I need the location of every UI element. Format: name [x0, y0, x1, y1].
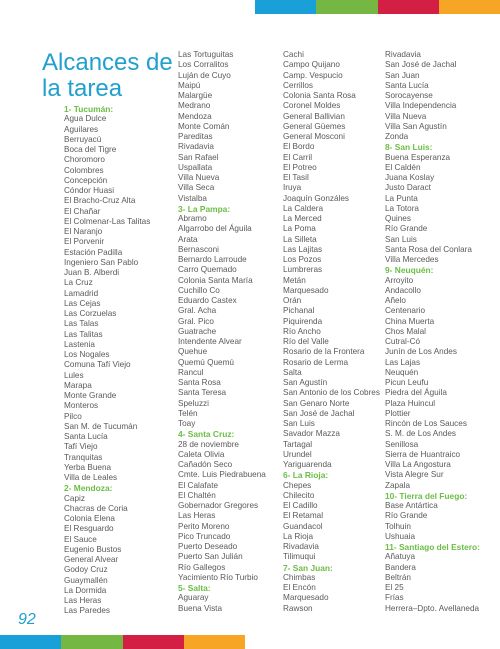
list-item: Cutral-Có [385, 337, 421, 346]
list-item: El Colmenar-Las Talitas [64, 216, 151, 226]
list-item: Pichanal [283, 306, 315, 316]
list-item: Cañadón Seco [178, 460, 233, 469]
list-item: Quehue [178, 347, 208, 357]
list-item: Yacimiento Río Turbio [178, 572, 258, 582]
list-item: Gobernador Gregores [178, 501, 259, 510]
list-item: El Chañar [64, 206, 101, 216]
list-item: Neuquén [385, 367, 419, 377]
list-item: Rivadavia [385, 50, 421, 59]
list-item: Picun Leufu [385, 378, 429, 387]
list-item: Quemú Quemú [178, 357, 234, 367]
bottom-bar-green [61, 635, 122, 649]
list-item: Base Antártica [385, 501, 438, 510]
list-item: Tolhuin [385, 521, 411, 531]
section-heading: 11- Santiago del Estero: [385, 542, 480, 552]
list-item: General Alvear [64, 555, 119, 564]
bottom-bar-blue [0, 635, 61, 649]
list-item: Justo Daract [385, 183, 431, 193]
list-item: Junín de Los Andes [385, 347, 457, 357]
list-item: Chilecito [283, 490, 315, 500]
list-item: Plottier [385, 408, 411, 418]
list-item: Río Grande [385, 511, 428, 521]
list-item: Río Gallegos [178, 562, 226, 572]
list-item: Rincón de Los Sauces [385, 419, 467, 428]
list-item: La Dormida [64, 585, 107, 595]
list-item: San José de Jachal [283, 408, 355, 418]
list-item: El Carril [283, 152, 313, 162]
list-item: Santa Rosa [178, 378, 221, 387]
list-item: Colonia Santa María [178, 275, 253, 285]
bottom-bar-orange [184, 635, 245, 649]
list-item: San Agustín [283, 378, 328, 387]
top-bar-blue [255, 0, 316, 14]
list-item: Los Nogales [64, 350, 110, 359]
list-item: La Totora [385, 203, 419, 213]
list-item: Santa Teresa [178, 388, 227, 398]
column-2 [178, 50, 266, 614]
list-item: Chimbas [283, 572, 316, 582]
section-heading: 2- Mendoza: [64, 483, 113, 494]
list-item: Speluzzi [178, 398, 209, 408]
list-item: General Güemes [283, 121, 346, 131]
list-item: Caleta Olivia [178, 449, 225, 459]
list-item: Pilco [64, 411, 82, 421]
list-item: Vistalba [178, 193, 207, 203]
list-item: Villa La Angostura [385, 460, 451, 469]
list-item: Estación Padilla [64, 247, 123, 257]
list-item: Maipú [178, 80, 201, 90]
bottom-color-bar [0, 635, 245, 649]
list-item: Yariguarenda [283, 460, 332, 469]
list-item: Santa Lucía [64, 432, 108, 441]
list-item: Guatrache [178, 326, 217, 336]
list-item: La Merced [283, 214, 322, 223]
column-3 [283, 50, 380, 614]
list-item: Andacollo [385, 285, 421, 295]
list-item: Villa Nueva [385, 111, 427, 121]
top-bar-orange [439, 0, 500, 14]
list-item: La Silleta [283, 234, 317, 244]
list-item: Berruyacú [64, 134, 102, 144]
list-item: General Mosconi [283, 132, 345, 141]
list-item: El Caldén [385, 162, 421, 172]
list-item: Colonia Santa Rosa [283, 91, 356, 100]
list-item: Piedra del Águila [385, 388, 447, 398]
section-heading: 7- San Juan: [283, 562, 333, 573]
list-item: Orán [283, 296, 302, 305]
list-item: Buena Esperanza [385, 152, 451, 162]
list-item: Piquirenda [283, 316, 323, 326]
list-item: Tartagal [283, 439, 313, 449]
list-item: La Caldera [283, 203, 324, 213]
list-item: Telén [178, 408, 198, 418]
list-item: Malargüe [178, 91, 213, 100]
list-item: Yerba Buena [64, 462, 112, 472]
top-color-bar [255, 0, 500, 14]
list-item: Concepción [64, 175, 108, 185]
list-item: Luján de Cuyo [178, 70, 231, 80]
list-item: Rosario de Lerma [283, 357, 349, 367]
list-item: Añelo [385, 296, 406, 305]
list-item: Vista Alegre Sur [385, 470, 444, 480]
list-item: El Resguardo [64, 524, 114, 534]
bottom-bar-red [123, 635, 184, 649]
list-item: Los Pozos [283, 255, 322, 264]
list-item: Colombres [64, 165, 104, 175]
list-item: Río del Valle [283, 337, 329, 346]
list-item: El Retamal [283, 511, 324, 521]
list-item: Guandacol [283, 521, 323, 531]
list-item: Santa Rosa del Conlara [385, 244, 472, 254]
list-item: Eugenio Bustos [64, 544, 122, 554]
section-heading: 9- Neuquén: [385, 265, 434, 276]
list-item: La Poma [283, 224, 316, 234]
list-item: Cuchillo Co [178, 285, 220, 295]
list-item: Bandera [385, 562, 416, 572]
list-item: Uspallata [178, 162, 213, 172]
list-item: Intendente Alvear [178, 337, 242, 346]
list-item: Buena Vista [178, 603, 223, 613]
list-item: San Luis [283, 419, 315, 428]
list-item: Savador Mazza [283, 429, 340, 439]
list-item: La Punta [385, 193, 418, 203]
section-heading: 8- San Luis: [385, 142, 433, 153]
list-item: El Bracho-Cruz Alta [64, 196, 136, 206]
list-item: Zapala [385, 480, 411, 490]
list-item: Monte Comán [178, 121, 230, 131]
list-item: Rawson [283, 603, 313, 613]
list-item: Lastenia [64, 339, 95, 349]
list-item: Villa San Agustín [385, 121, 447, 131]
section-heading: 10- Tierra del Fuego: [385, 490, 468, 501]
list-item: Rancul [178, 367, 204, 377]
list-item: Zonda [385, 132, 409, 141]
list-item: Río Grande [385, 224, 428, 234]
list-item: San José de Jachal [385, 60, 457, 70]
list-item: Camp. Vespucio [283, 70, 343, 80]
list-item: Ushuaia [385, 531, 416, 541]
list-item: Choromoro [64, 155, 105, 165]
section-heading: 1- Tucumán: [64, 104, 114, 114]
list-item: Medrano [178, 101, 211, 111]
list-item: Joaquín Gonzáles [283, 193, 349, 203]
list-item: Añatuya [385, 552, 416, 562]
list-item: Pareditas [178, 132, 213, 141]
list-item: El Potreo [283, 162, 317, 172]
list-item: Las Heras [64, 596, 102, 605]
list-item: Juan B. Alberdi [64, 268, 120, 277]
list-item: Juana Koslay [385, 173, 435, 182]
list-item: Perito Moreno [178, 521, 230, 531]
list-item: La Cruz [64, 278, 93, 288]
list-item: San Genaro Norte [283, 398, 350, 408]
list-item: Las Talas [64, 319, 99, 329]
list-item: Abramo [178, 214, 207, 223]
list-item: Campo Quijano [283, 60, 340, 70]
list-item: Chos Malal [385, 326, 426, 336]
list-item: San Rafael [178, 152, 219, 162]
list-item: La Rioja [283, 531, 314, 541]
list-item: Boca del Tigre [64, 145, 117, 154]
list-item: S. M. de Los Andes [385, 429, 457, 439]
list-item: Las Lajas [385, 357, 421, 367]
list-item: Beltrán [385, 572, 411, 582]
list-item: Lamadrid [64, 288, 99, 298]
list-item: Chacras de Coria [64, 503, 128, 513]
top-bar-red [378, 0, 439, 14]
list-item: Bernasconi [178, 244, 219, 254]
list-item: Metán [283, 275, 306, 285]
top-bar-green [316, 0, 377, 14]
list-item: Arata [178, 234, 198, 244]
section-heading: 5- Salta: [178, 583, 211, 593]
list-item: Las Tortuguitas [178, 50, 234, 59]
list-item: Tilimuqui [283, 552, 316, 562]
list-item: Pico Truncado [178, 531, 231, 541]
list-item: San Juan [385, 70, 420, 80]
list-item: Gral. Acha [178, 306, 217, 316]
list-item: Senillosa [385, 439, 419, 449]
list-item: Plaza Huincul [385, 398, 436, 408]
list-item: Rivadavia [178, 142, 214, 152]
list-item: Monte Grande [64, 391, 117, 400]
list-item: Las Talitas [64, 329, 103, 339]
list-item: El Cadillo [283, 501, 318, 510]
list-item: Monteros [64, 401, 99, 411]
list-item: Mendoza [178, 111, 212, 121]
list-item: El Calafate [178, 480, 219, 490]
list-item: El Tasil [283, 173, 309, 182]
list-item: Ingeniero San Pablo [64, 257, 139, 267]
list-item: China Muerta [385, 316, 435, 326]
list-item: Tafí Viejo [64, 442, 98, 452]
list-item: El Chaltén [178, 490, 216, 500]
list-item: Iruya [283, 183, 302, 193]
list-item: Capiz [64, 493, 85, 503]
list-item: Villa Nueva [178, 173, 220, 182]
list-item: Rosario de la Frontera [283, 347, 365, 357]
list-item: El 25 [385, 583, 404, 592]
list-item: Las Paredes [64, 606, 110, 616]
list-item: Coronel Moldes [283, 101, 341, 111]
list-item: Las Lajitas [283, 244, 323, 254]
section-heading: 4- Santa Cruz: [178, 429, 235, 440]
list-item: Cachi [283, 50, 304, 59]
list-item: Toay [178, 419, 196, 428]
list-item: Cóndor Huasi [64, 186, 115, 195]
list-item: General Ballivian [283, 111, 345, 121]
list-item: El Encón [283, 583, 316, 592]
column-1 [64, 104, 150, 617]
list-item: Chepes [283, 480, 312, 490]
list-item: El Naranjo [64, 227, 103, 236]
list-item: Gral. Pico [178, 316, 214, 326]
list-item: Aguilares [64, 124, 99, 134]
list-item: Los Corralitos [178, 60, 229, 70]
list-item: Sorocayense [385, 91, 433, 100]
list-item: Salta [283, 367, 302, 377]
list-item: Villa Independencia [385, 101, 457, 111]
page-number: 92 [18, 611, 36, 628]
list-item: Cerrillos [283, 80, 314, 90]
list-item: Carro Quemado [178, 265, 237, 275]
list-item: El Bordo [283, 142, 315, 152]
list-item: El Sauce [64, 534, 97, 544]
list-item: Puerto San Julián [178, 552, 243, 562]
list-item: Comuna Tafí Viejo [64, 360, 131, 370]
list-item: El Porvenir [64, 237, 105, 247]
list-item: Guaymallén [64, 575, 108, 585]
list-item: San M. de Tucumán [64, 421, 138, 431]
list-item: Villa de Leales [64, 473, 118, 482]
list-item: Sierra de Huantraico [385, 449, 461, 459]
list-item: Lules [64, 370, 84, 380]
list-item: Rivadavia [283, 542, 319, 551]
list-item: Santa Lucía [385, 80, 429, 90]
list-item: Arroyito [385, 275, 414, 285]
column-4 [385, 50, 480, 614]
list-item: Aguaray [178, 593, 209, 603]
list-item: Cmte. Luis Piedrabuena [178, 470, 266, 480]
section-heading: 3- La Pampa: [178, 203, 231, 214]
list-item: Algarrobo del Águila [178, 224, 252, 234]
list-item: Tranquitas [64, 452, 103, 462]
list-item: Bernardo Larroude [178, 255, 247, 264]
page-title: Alcances de la tarea [42, 49, 173, 102]
list-item: Las Corzuelas [64, 309, 117, 318]
list-item: Quines [385, 214, 411, 223]
list-item: Villa Mercedes [385, 255, 439, 264]
list-item: San Antonio de los Cobres [283, 388, 380, 398]
list-item: Frías [385, 593, 404, 603]
list-item: Marapa [64, 380, 92, 390]
list-item: Lumbreras [283, 265, 323, 275]
list-item: Río Ancho [283, 326, 321, 336]
list-item: Colonia Elena [64, 514, 115, 523]
list-item: Las Cejas [64, 298, 101, 308]
list-item: Marquesado [283, 593, 329, 603]
list-item: Herrera–Dpto. Avellaneda [385, 603, 480, 613]
list-item: Centenario [385, 306, 426, 316]
list-item: Agua Dulce [64, 114, 107, 124]
section-heading: 6- La Rioja: [283, 470, 329, 481]
list-item: Godoy Cruz [64, 565, 108, 575]
list-item: Marquesado [283, 285, 329, 295]
list-item: 28 de noviembre [178, 439, 239, 449]
list-item: Urundel [283, 449, 312, 459]
list-item: Eduardo Castex [178, 296, 237, 305]
list-item: San Luis [385, 234, 417, 244]
list-item: Puerto Deseado [178, 542, 238, 551]
list-item: Villa Seca [178, 183, 215, 193]
list-item: Las Heras [178, 511, 216, 521]
